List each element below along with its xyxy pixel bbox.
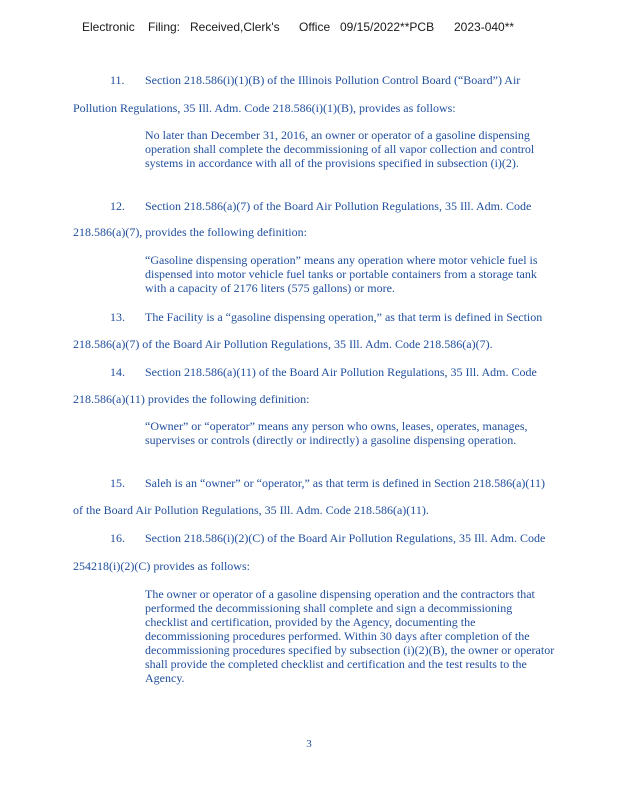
paragraph-number: 11. [110,73,125,87]
header-docket: 2023-040** [454,20,515,34]
header-office: Office [299,20,331,34]
block-quote-4: The owner or operator of a gasoline dispensing operation and the contractors that performed the decommissioning shall complete and sign a decommissioning checklist and certification, provided by the Agency, documenting the decommissioning procedures performed. Within 30 days after completion of the decommissioning procedures specified by subsection (i)(2)(B), the owner or operator shall provide the completed checklist and certification and the test results to the Agency. [145,587,555,685]
paragraph-number: 15. [110,476,125,490]
paragraph-line: Section 218.586(a)(7) of the Board Air Pollution Regulations, 35 Ill. Adm. Code [145,199,532,213]
block-quote-3: “Owner” or “operator” means any person who owns, leases, operates, manages, supervises or controls (directly or indirectly) a gasoline dispensing operation. [145,419,528,447]
paragraph-15-cont: of the Board Air Pollution Regulations, 35 Ill. Adm. Code 218.586(a)(11). [73,503,429,517]
paragraph-line: Section 218.586(i)(2)(C) of the Board Air Pollution Regulations, 35 Ill. Adm. Code [145,531,546,545]
paragraph-14-cont: 218.586(a)(11) provides the following definition: [73,392,310,406]
paragraph-line: Section 218.586(i)(1)(B) of the Illinois Pollution Control Board (“Board”) Air [145,73,521,87]
paragraph-12-cont: 218.586(a)(7), provides the following definition: [73,225,307,239]
paragraph-number: 13. [110,310,125,324]
page-number: 3 [306,738,312,750]
paragraph-number: 16. [110,531,125,545]
paragraph-11-cont: Pollution Regulations, 35 Ill. Adm. Code 218.586(i)(1)(B), provides as follows: [73,101,456,115]
header-received: Received,Clerk's [190,20,280,34]
header-filing: Filing: [148,20,181,34]
paragraph-number: 12. [110,199,125,213]
header-date: 09/15/2022**PCB [340,20,435,34]
block-quote-1: No later than December 31, 2016, an owner or operator of a gasoline dispensing operation shall complete the decommissioning of all vapor collection and control systems in accordance with all of the provisions specified in subsection (i)(2). [145,128,535,170]
paragraph-line: The Facility is a “gasoline dispensing operation,” as that term is defined in Section [145,310,543,324]
paragraph-16-cont: 254218(i)(2)(C) provides as follows: [73,559,250,573]
block-quote-2: “Gasoline dispensing operation” means any operation where motor vehicle fuel is dispensed into motor vehicle fuel tanks or portable containers from a storage tank with a capacity of 2176 liters (575 gallons) or more. [145,253,538,295]
paragraph-number: 14. [110,365,125,379]
header-electronic: Electronic [82,20,135,34]
paragraph-line: Saleh is an “owner” or “operator,” as that term is defined in Section 218.586(a)(11) [145,476,545,490]
paragraph-13-cont: 218.586(a)(7) of the Board Air Pollution Regulations, 35 Ill. Adm. Code 218.586(a)(7). [73,337,493,351]
paragraph-line: Section 218.586(a)(11) of the Board Air Pollution Regulations, 35 Ill. Adm. Code [145,365,537,379]
